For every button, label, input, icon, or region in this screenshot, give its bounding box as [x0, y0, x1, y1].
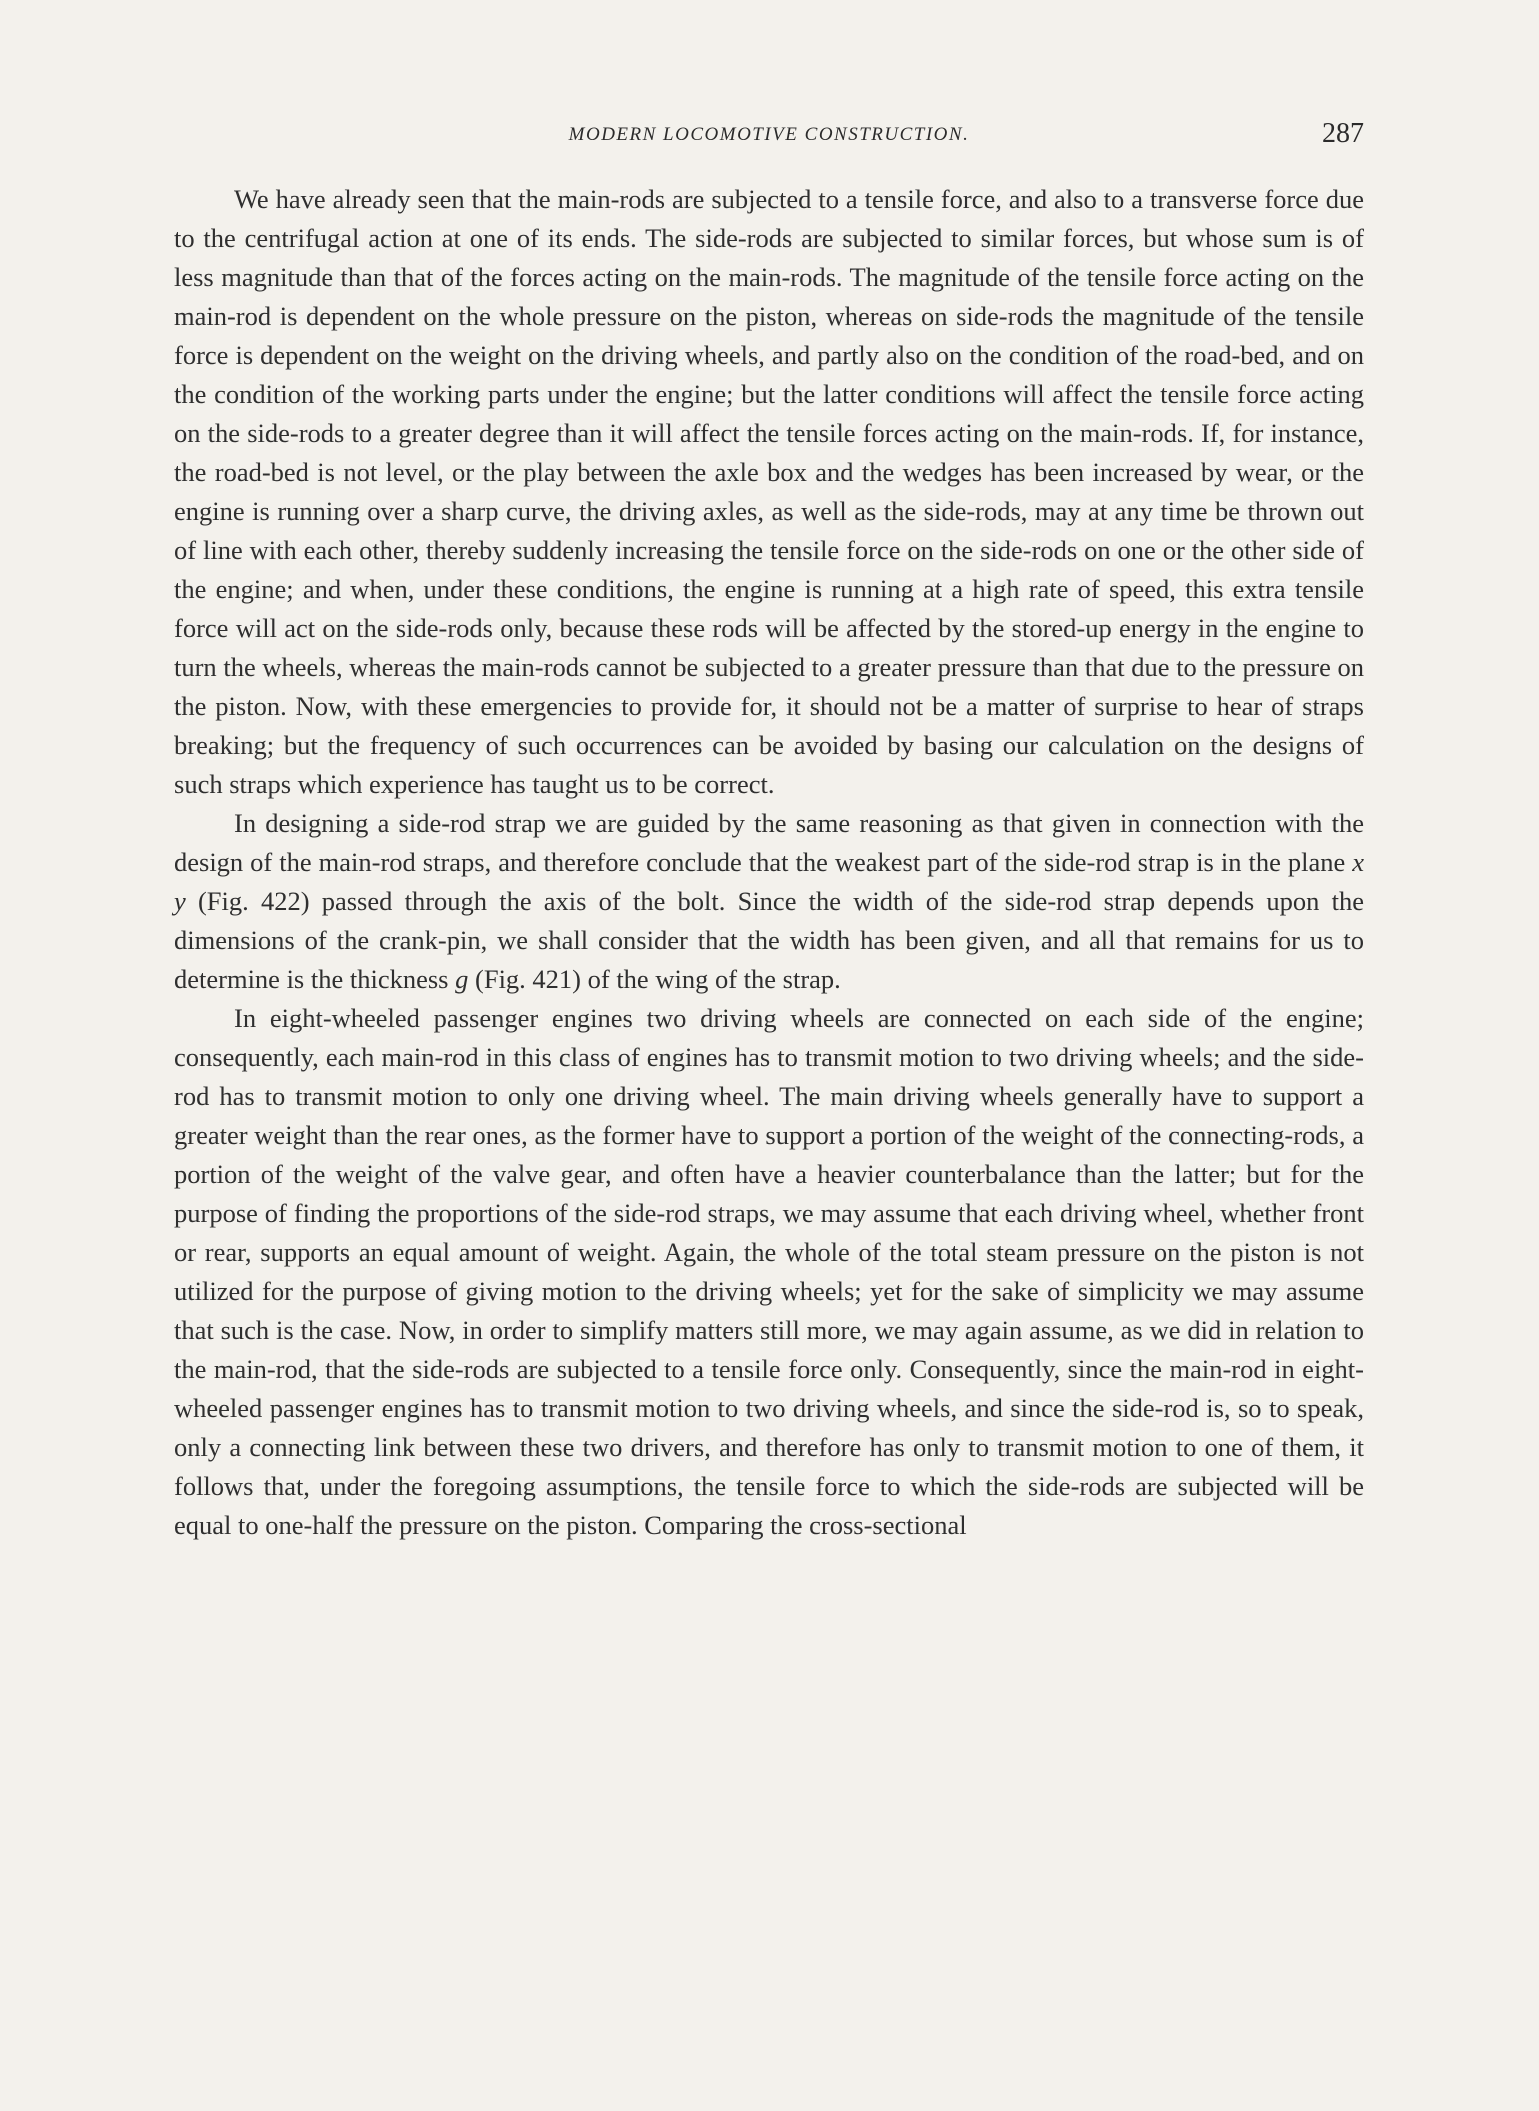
- paragraph-2-text-3: (Fig. 421) of the wing of the strap.: [468, 964, 841, 994]
- paragraph-2-text-1: In designing a side-rod strap we are guided by the same reasoning as that given in connection with the design of the main-rod straps, and therefore conclude that the weakest part of the side-rod strap is in the plane: [174, 808, 1364, 877]
- variable-g: g: [455, 964, 469, 994]
- page-number: 287: [1322, 118, 1364, 149]
- paragraph-3-text: In eight-wheeled passenger engines two driving wheels are connected on each side of the engine; consequently, each main-rod in this class of engines has to transmit motion to two driving wheels; and the side-rod has to transmit motion to only one driving wheel. The main driving wheels generally have to support a greater weight than the rear ones, as the former have to support a portion of the weight of the connecting-rods, a portion of the weight of the valve gear, and often have a heavier counterbalance than the latter; but for the purpose of finding the proportions of the side-rod straps, we may assume that each driving wheel, whether front or rear, supports an equal amount of weight. Again, the whole of the total steam pressure on the piston is not utilized for the purpose of giving motion to the driving wheels; yet for the sake of simplicity we may assume that such is the case. Now, in order to simplify matters still more, we may again assume, as we did in relation to the main-rod, that the side-rods are subjected to a tensile force only. Consequently, since the main-rod in eight-wheeled passenger engines has to transmit motion to two driving wheels, and since the side-rod is, so to speak, only a connecting link between these two drivers, and therefore has only to transmit motion to one of them, it follows that, under the foregoing assumptions, the tensile force to which the side-rods are subjected will be equal to one-half the pressure on the piston. Comparing the cross-sectional: [174, 1003, 1364, 1540]
- paragraph-2: [174, 804, 1364, 999]
- running-title: MODERN LOCOMOTIVE CONSTRUCTION.: [568, 124, 970, 145]
- paragraph-1-text: We have already seen that the main-rods are subjected to a tensile force, and also to a transverse force due to the centrifugal action at one of its ends. The side-rods are subjected to similar forces, but whose sum is of less magnitude than that of the forces acting on the main-rods. The magnitude of the tensile force acting on the main-rod is dependent on the whole pressure on the piston, whereas on side-rods the magnitude of the tensile force is dependent on the weight on the driving wheels, and partly also on the condition of the road-bed, and on the condition of the working parts under the engine; but the latter conditions will affect the tensile force acting on the side-rods to a greater degree than it will affect the tensile forces acting on the main-rods. If, for instance, the road-bed is not level, or the play between the axle box and the wedges has been increased by wear, or the engine is running over a sharp curve, the driving axles, as well as the side-rods, may at any time be thrown out of line with each other, thereby suddenly increasing the tensile force on the side-rods on one or the other side of the engine; and when, under these conditions, the engine is running at a high rate of speed, this extra tensile force will act on the side-rods only, because these rods will be affected by the stored-up energy in the engine to turn the wheels, whereas the main-rods cannot be subjected to a greater pressure than that due to the pressure on the piston. Now, with these emergencies to provide for, it should not be a matter of surprise to hear of straps breaking; but the frequency of such occurrences can be avoided by basing our calculation on the designs of such straps which experience has taught us to be correct.: [174, 184, 1364, 799]
- variable-xy: x y: [174, 847, 1364, 916]
- paragraph-1: [174, 180, 1364, 804]
- body-text: [174, 180, 1364, 1545]
- page-header: [174, 118, 1364, 158]
- paragraph-2-text-2: (Fig. 422) passed through the axis of the bolt. Since the width of the side-rod strap depends upon the dimensions of the crank-pin, we shall consider that the width has been given, and all that remains for us to determine is the thickness: [174, 886, 1364, 994]
- paragraph-3: [174, 999, 1364, 1545]
